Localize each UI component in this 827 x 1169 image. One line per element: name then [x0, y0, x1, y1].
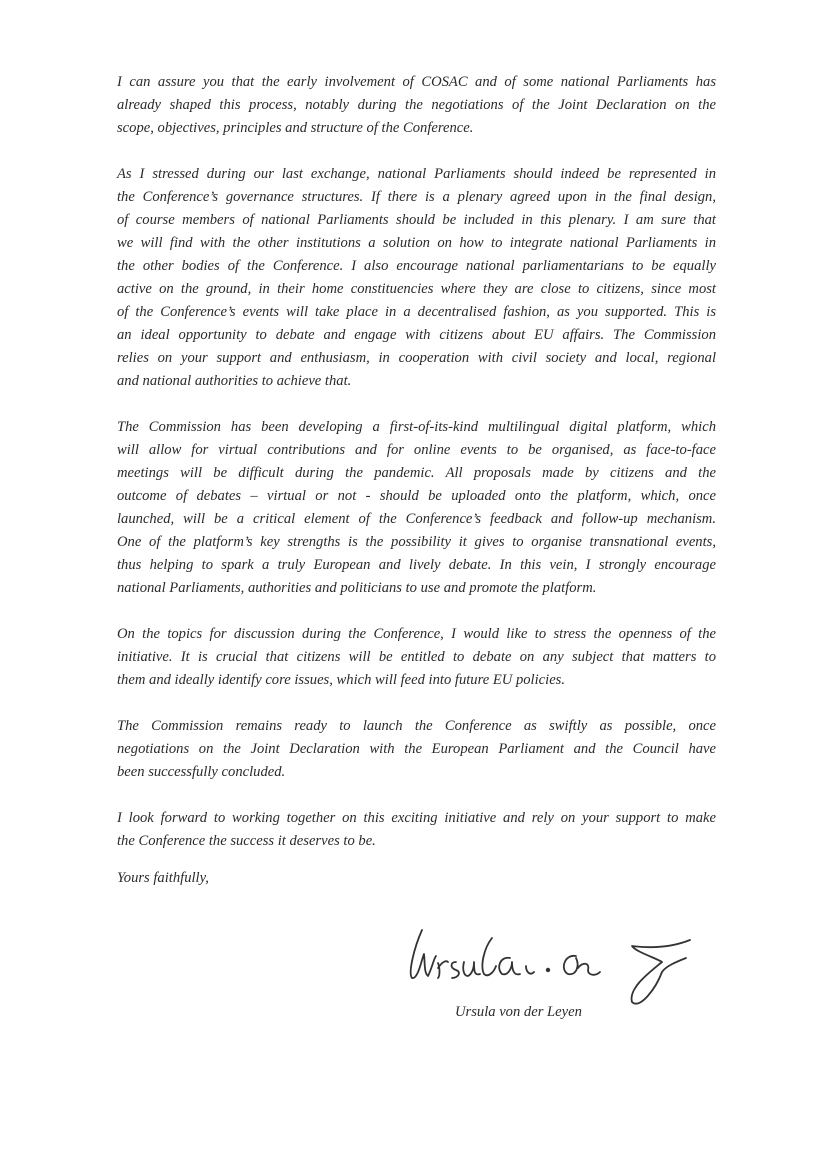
text-line: active on the ground, in their home constituencies where they are close to citizens, since most [117, 281, 716, 297]
text-line: we will find with the other institutions a solution on how to integrate national Parliaments in [117, 235, 716, 251]
text-line: As I stressed during our last exchange, national Parliaments should indeed be represented in [117, 166, 716, 182]
text-line: initiative. It is crucial that citizens will be entitled to debate on any subject that matters to [117, 649, 716, 665]
paragraph [117, 807, 716, 853]
closing: Yours faithfully, [117, 870, 209, 886]
text-line: national Parliaments, authorities and politicians to use and promote the platform. [117, 580, 597, 596]
paragraph [117, 163, 716, 393]
text-line: relies on your support and enthusiasm, in cooperation with civil society and local, regional [117, 350, 716, 366]
text-line: negotiations on the Joint Declaration with the European Parliament and the Council have [117, 741, 716, 757]
handwritten-signature [400, 918, 700, 1013]
signatory-name: Ursula von der Leyen [455, 1004, 582, 1020]
text-line: an ideal opportunity to debate and engage with citizens about EU affairs. The Commission [117, 327, 716, 343]
text-line: already shaped this process, notably during the negotiations of the Joint Declaration on the [117, 97, 716, 113]
paragraph [117, 71, 716, 140]
text-line: The Commission remains ready to launch the Conference as swiftly as possible, once [117, 718, 716, 734]
text-line: them and ideally identify core issues, which will feed into future EU policies. [117, 672, 566, 688]
text-line: One of the platform’s key strengths is the possibility it gives to organise transnational events, [117, 534, 716, 550]
text-line: the other bodies of the Conference. I also encourage national parliamentarians to be equally [117, 258, 716, 274]
paragraph [117, 416, 716, 600]
text-line: outcome of debates – virtual or not - should be uploaded onto the platform, which, once [117, 488, 716, 504]
text-line: On the topics for discussion during the Conference, I would like to stress the openness of the [117, 626, 716, 642]
text-line: I can assure you that the early involvement of COSAC and of some national Parliaments has [117, 74, 716, 90]
text-line: scope, objectives, principles and structure of the Conference. [117, 120, 474, 136]
text-line: launched, will be a critical element of the Conference’s feedback and follow-up mechanism. [117, 511, 716, 527]
letter-body [117, 71, 716, 876]
text-line: and national authorities to achieve that. [117, 373, 352, 389]
text-line: the Conference the success it deserves to be. [117, 833, 376, 849]
text-line: will allow for virtual contributions and for online events to be organised, as face-to-face [117, 442, 716, 458]
text-line: thus helping to spark a truly European and lively debate. In this vein, I strongly encourage [117, 557, 716, 573]
text-line: I look forward to working together on this exciting initiative and rely on your support to make [117, 810, 716, 826]
text-line: of the Conference’s events will take place in a decentralised fashion, as you supported. This is [117, 304, 716, 320]
text-line: of course members of national Parliaments should be included in this plenary. I am sure that [117, 212, 716, 228]
paragraph [117, 623, 716, 692]
text-line: meetings will be difficult during the pandemic. All proposals made by citizens and the [117, 465, 716, 481]
text-line: the Conference’s governance structures. If there is a plenary agreed upon in the final design, [117, 189, 716, 205]
paragraph [117, 715, 716, 784]
text-line: The Commission has been developing a first-of-its-kind multilingual digital platform, which [117, 419, 716, 435]
text-line: been successfully concluded. [117, 764, 286, 780]
